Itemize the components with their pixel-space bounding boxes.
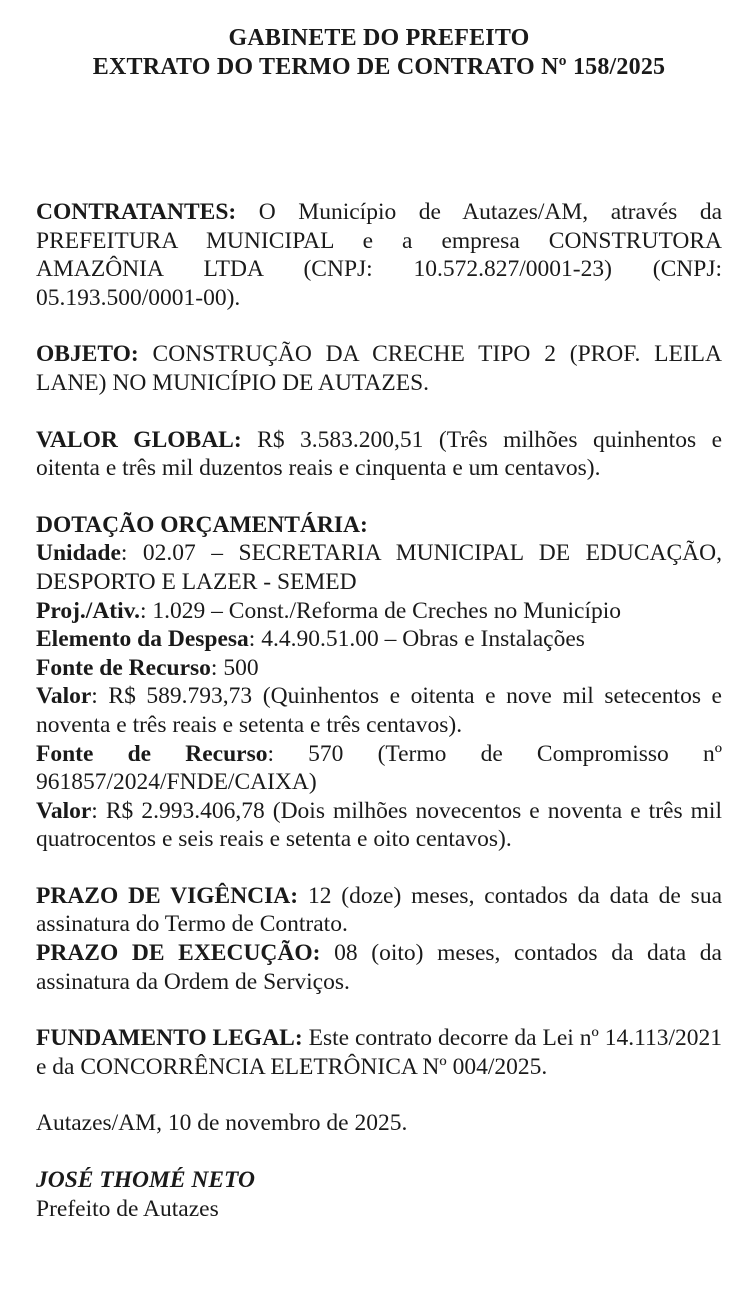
signature-block	[36, 1166, 722, 1223]
signatory-name: JOSÉ THOMÉ NETO	[36, 1167, 255, 1194]
dotacao-valor-1	[36, 682, 722, 739]
fundamento-text: Este contrato decorre da Lei nº 14.113/2021 e da CONCORRÊNCIA ELETRÔNICA Nº 004/2025.	[36, 1025, 722, 1080]
fundamento-label: FUNDAMENTO LEGAL:	[36, 1025, 303, 1052]
objeto-text: CONSTRUÇÃO DA CRECHE TIPO 2 (PROF. LEILA LANE) NO MUNICÍPIO DE AUTAZES.	[36, 341, 723, 396]
fonte2-label: Fonte de Recurso	[36, 740, 268, 767]
dotacao-fonte-2	[36, 740, 722, 797]
execucao-text: 08 (oito) meses, contados da data da assinatura da Ordem de Serviços.	[36, 940, 722, 995]
fonte2-text: : 570 (Termo de Compromisso nº 961857/2024/FNDE/CAIXA)	[36, 740, 722, 796]
proj-text: : 1.029 – Const./Reforma de Creches no Município	[140, 597, 622, 624]
unidade-label: Unidade	[36, 540, 121, 567]
execucao-paragraph	[36, 939, 722, 996]
unidade-text: : 02.07 – SECRETARIA MUNICIPAL DE EDUCAÇÃO, DESPORTO E LAZER - SEMED	[36, 540, 722, 595]
valor2-label: Valor	[36, 797, 92, 824]
contratantes-paragraph	[36, 198, 722, 312]
objeto-label: OBJETO:	[36, 341, 139, 368]
document-title: EXTRATO DO TERMO DE CONTRATO Nº 158/2025	[92, 54, 666, 80]
dotacao-fonte-1	[36, 654, 722, 683]
valor-global-label: VALOR GLOBAL:	[36, 426, 242, 453]
valor1-text: : R$ 589.793,73 (Quinhentos e oitenta e nove mil setecentos e noventa e três reais e setenta e três centavos).	[36, 683, 722, 738]
fonte1-text: : 500	[210, 654, 259, 681]
vigencia-text: 12 (doze) meses, contados da data de sua assinatura do Termo de Contrato.	[36, 882, 722, 938]
place-date: Autazes/AM, 10 de novembro de 2025.	[36, 1110, 408, 1137]
dotacao-elemento	[36, 625, 722, 654]
document-header	[36, 24, 722, 82]
elemento-text: : 4.4.90.51.00 – Obras e Instalações	[248, 626, 585, 653]
contratantes-text: O Município de Autazes/AM, através da PREFEITURA MUNICIPAL e a empresa CONSTRUTORA AMAZÔNIA LTDA (CNPJ: 10.572.827/0001-23) (CNPJ: 05.193.500/0001-00).	[36, 199, 723, 311]
signatory-title: Prefeito de Autazes	[36, 1195, 219, 1222]
dotacao-proj-ativ	[36, 597, 722, 626]
valor2-text: : R$ 2.993.406,78 (Dois milhões novecentos e noventa e três mil quatrocentos e seis reais e setenta e oito centavos).	[36, 797, 722, 853]
dotacao-valor-2	[36, 797, 722, 854]
fundamento-paragraph	[36, 1024, 722, 1081]
valor1-label: Valor	[36, 683, 92, 710]
contratantes-label: CONTRATANTES:	[36, 199, 237, 225]
vigencia-label: PRAZO DE VIGÊNCIA:	[36, 882, 299, 909]
valor-global-paragraph	[36, 426, 722, 483]
document-body	[36, 198, 722, 1223]
dotacao-label: DOTAÇÃO ORÇAMENTÁRIA:	[36, 511, 368, 538]
office-title: GABINETE DO PREFEITO	[228, 25, 530, 51]
proj-label: Proj./Ativ.	[36, 597, 140, 624]
prazos-section	[36, 882, 722, 996]
execucao-label: PRAZO DE EXECUÇÃO:	[36, 940, 321, 967]
vigencia-paragraph	[36, 882, 722, 939]
dotacao-unidade	[36, 539, 722, 596]
valor-global-text: R$ 3.583.200,51 (Três milhões quinhentos e oitenta e três mil duzentos reais e cinquenta e um centavos).	[36, 426, 722, 482]
fonte1-label: Fonte de Recurso	[36, 654, 211, 681]
elemento-label: Elemento da Despesa	[36, 626, 249, 653]
dotacao-section	[36, 511, 722, 854]
objeto-paragraph	[36, 340, 722, 397]
document-page	[36, 24, 722, 1223]
